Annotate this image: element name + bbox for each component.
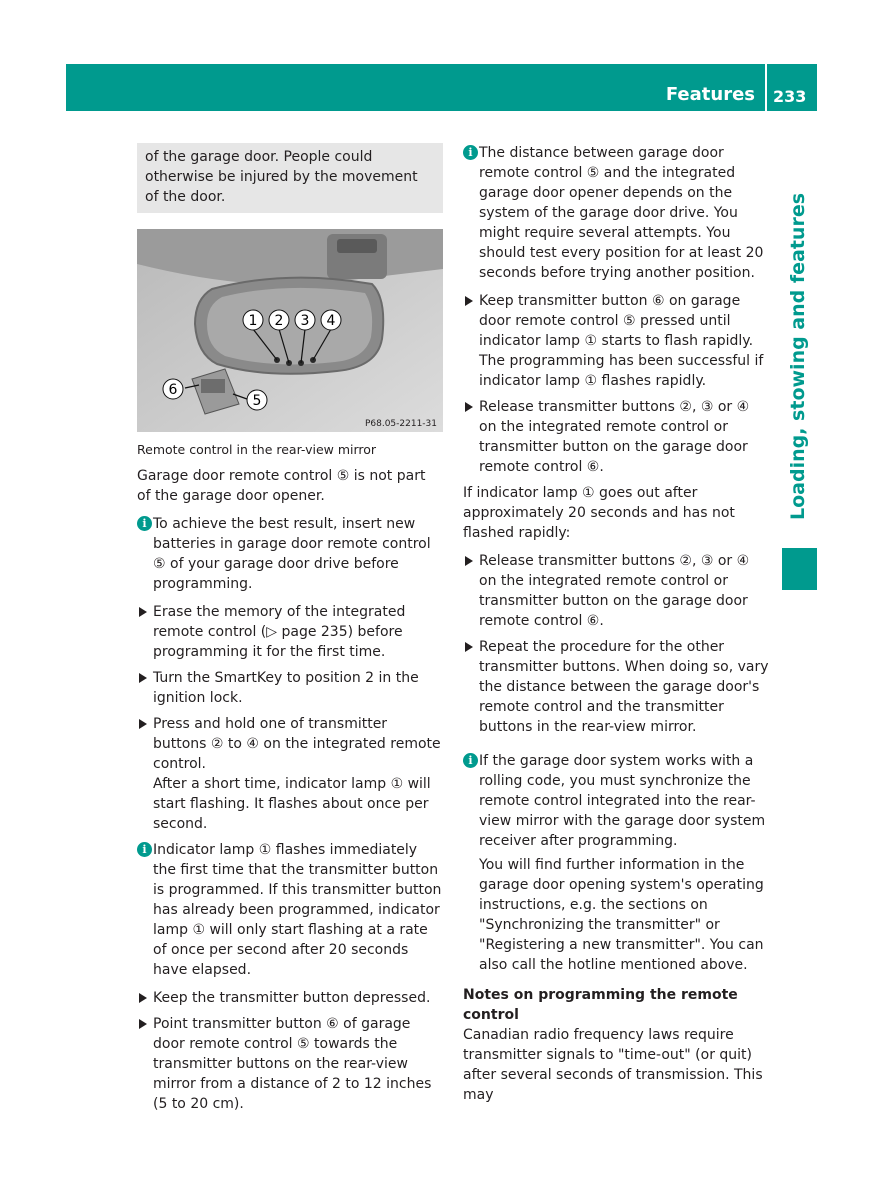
chapter-tab-label: Loading, stowing and features: [787, 192, 809, 520]
info-note: [137, 840, 443, 980]
figure-caption: Remote control in the rear-view mirror: [137, 442, 377, 457]
info-text-continued: You will find further information in the garage door opening system's operating instructions, e.g. the sections on "Synchronizing the transmitter" or "Registering a new transmitter". You can also call the hotline mentioned above.: [479, 857, 764, 973]
callout-5: 5: [252, 393, 262, 409]
info-note: [463, 143, 769, 283]
step-item: Release transmitter buttons ②, ③ or ④ on the integrated remote control or transmitter button on the garage door remote control ⑥.: [463, 551, 769, 631]
callout-6: 6: [168, 382, 178, 398]
step-item: Erase the memory of the integrated remote control (▷ page 235) before programming it for the first time.: [137, 602, 443, 662]
left-column: [137, 143, 443, 1120]
section-title: Features: [665, 84, 755, 105]
info-icon: i: [137, 516, 152, 531]
info-icon: i: [137, 842, 152, 857]
info-icon: i: [463, 753, 478, 768]
header-divider: [765, 64, 767, 111]
step-item: Keep transmitter button ⑥ on garage door remote control ⑤ pressed until indicator lamp ① starts to flash rapidly. The programming has been successful if indicator lamp ① flashes rapidly.: [463, 291, 769, 391]
paragraph: Canadian radio frequency laws require transmitter signals to "time-out" (or quit) after several seconds of transmission. This may: [463, 1027, 763, 1103]
step-item: Turn the SmartKey to position 2 in the ignition lock.: [137, 668, 443, 708]
right-column: [463, 143, 769, 1113]
info-icon: i: [463, 145, 478, 160]
warning-box: of the garage door. People could otherwise be injured by the movement of the door.: [137, 143, 443, 213]
mirror-figure: [137, 229, 443, 432]
callout-2: 2: [274, 313, 284, 329]
step-item: Release transmitter buttons ②, ③ or ④ on the integrated remote control or transmitter button on the garage door remote control ⑥.: [463, 397, 769, 477]
paragraph: If indicator lamp ① goes out after approximately 20 seconds and has not flashed rapidly:: [463, 485, 735, 541]
info-text: If the garage door system works with a rolling code, you must synchronize the remote control integrated into the rear-view mirror with the garage door system receiver after programming.: [479, 753, 766, 849]
step-item: Point transmitter button ⑥ of garage door remote control ⑤ towards the transmitter buttons on the rear-view mirror from a distance of 2 to 12 inches (5 to 20 cm).: [137, 1014, 443, 1114]
subheading: Notes on programming the remote control: [463, 987, 738, 1023]
page-number: 233: [773, 87, 807, 106]
rear-view-mirror-illustration: [137, 229, 443, 432]
chapter-tab: [782, 122, 817, 542]
info-note: [137, 514, 443, 594]
page-header: [66, 64, 817, 111]
step-item: Press and hold one of transmitter buttons ② to ④ on the integrated remote control. After a short time, indicator lamp ① will start flashing. It flashes about once per second.: [137, 714, 443, 834]
info-text: To achieve the best result, insert new batteries in garage door remote control ⑤ of your garage door drive before programming.: [153, 516, 431, 592]
callout-4: 4: [326, 313, 336, 329]
info-text: Indicator lamp ① flashes immediately the first time that the transmitter button is programmed. If this transmitter button has already been programmed, indicator lamp ① will only start flashing at a rate of once per second after 20 seconds have elapsed.: [153, 842, 442, 978]
info-note: [463, 751, 769, 975]
info-text: The distance between garage door remote control ⑤ and the integrated garage door opener depends on the system of the garage door drive. You might require several attempts. You should test every position for at least 20 seconds before trying another position.: [479, 145, 764, 281]
callout-1: 1: [248, 313, 258, 329]
step-item: Repeat the procedure for the other transmitter buttons. When doing so, vary the distance between the garage door's remote control and the transmitter buttons in the rear-view mirror.: [463, 637, 769, 737]
chapter-marker: [782, 548, 817, 590]
figure-ref-code: P68.05-2211-31: [364, 419, 437, 429]
step-item: Keep the transmitter button depressed.: [137, 988, 443, 1008]
callout-3: 3: [300, 313, 310, 329]
paragraph: Garage door remote control ⑤ is not part of the garage door opener.: [137, 468, 426, 504]
